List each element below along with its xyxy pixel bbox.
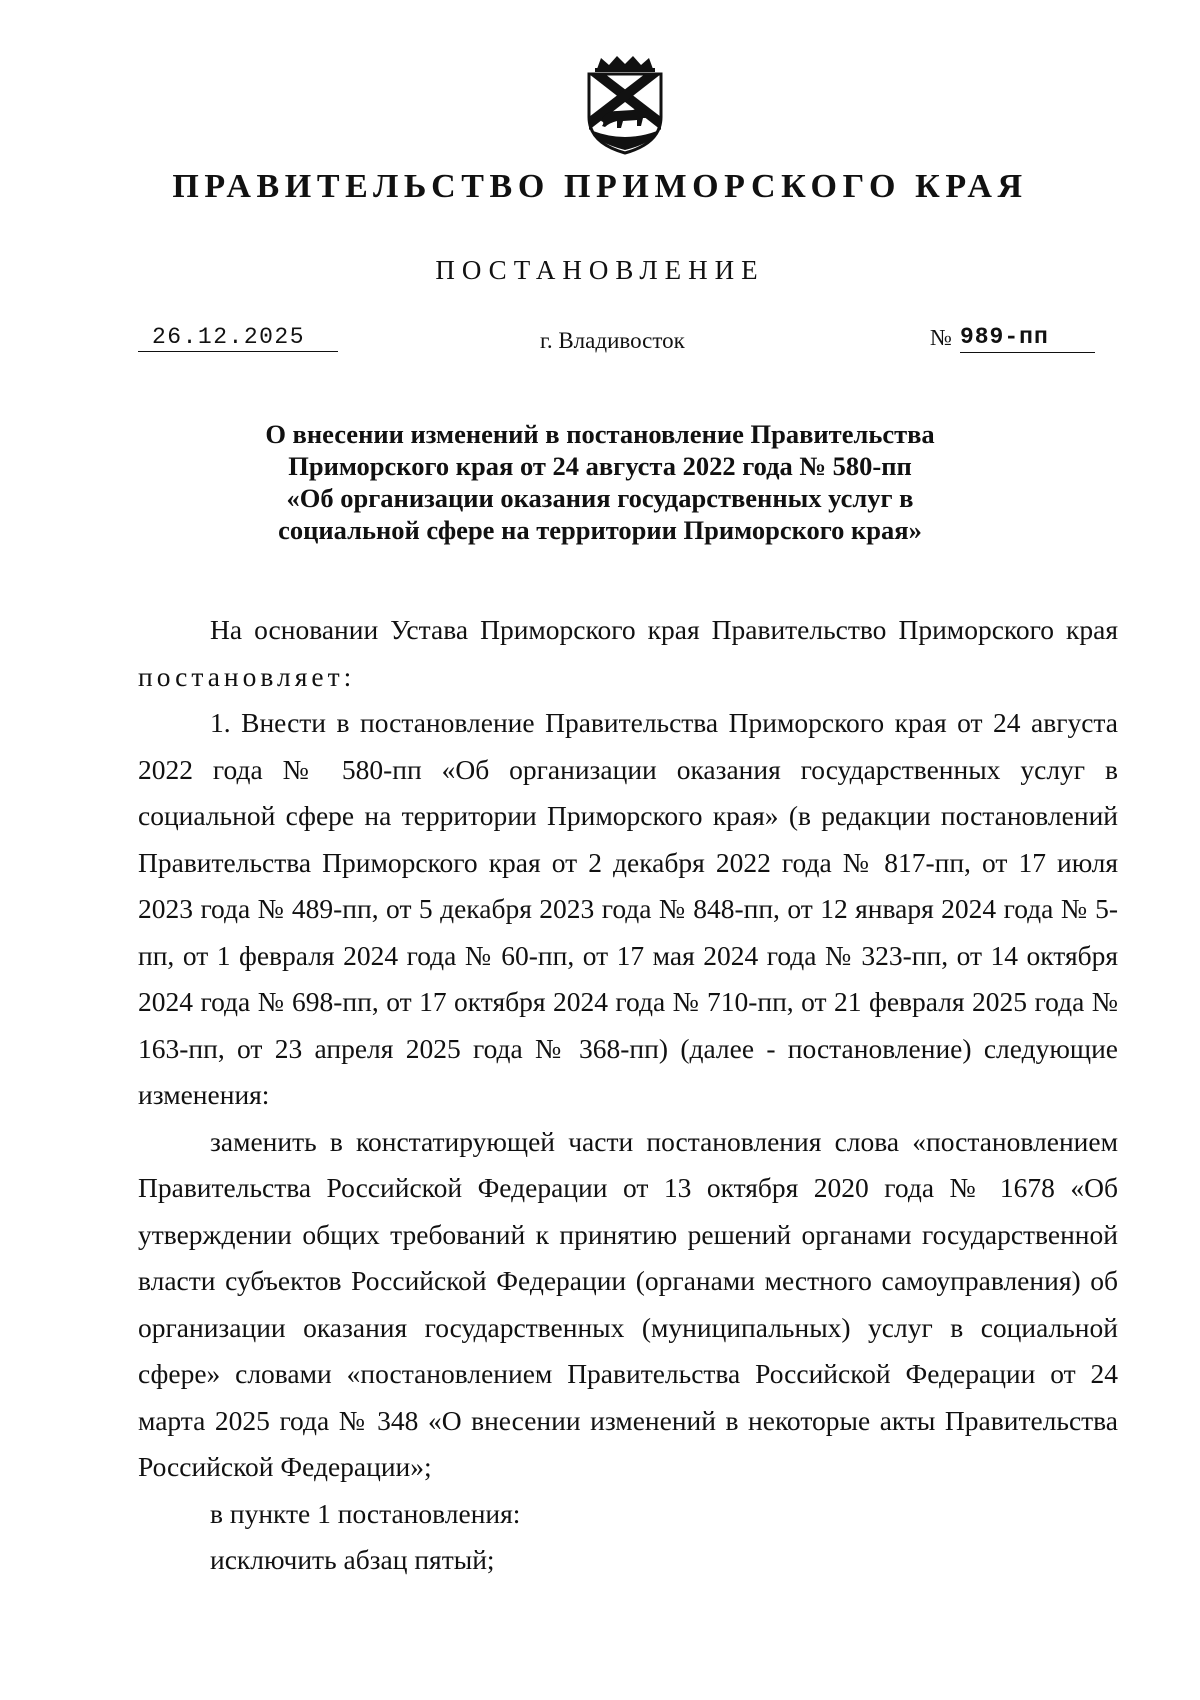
subject-line: социальной сфере на территории Приморского края» [278, 515, 922, 545]
subject-line: Приморского края от 24 августа 2022 года № 580-пп [288, 451, 912, 481]
document-body [138, 607, 1118, 1584]
document-subject [190, 418, 1010, 546]
preamble-verb: постановляет: [138, 660, 356, 692]
document-type: ПОСТАНОВЛЕНИЕ [435, 255, 765, 285]
document-number: 989-пп [960, 322, 1095, 353]
preamble-text: На основании Устава Приморского края Правительство Приморского края [210, 614, 1118, 645]
document-date: 26.12.2025 [138, 322, 338, 352]
primorsky-krai-coat-of-arms-icon [575, 55, 675, 155]
document-city: г. Владивосток [540, 328, 685, 353]
document-number-field [930, 322, 1095, 352]
subject-line: «Об организации оказания государственных услуг в [286, 483, 914, 513]
change-1-paragraph: заменить в констатирующей части постановления слова «постановлением Правительства Российской Федерации от 13 октября 2020 года № 1678 «Об утверждении общих требований к принятию решений органами государственной власти субъектов Российской Федерации (органами местного самоуправления) об организации оказания государственных (муниципальных) услуг в социальной сфере» словами «постановлением Правительства Российской Федерации от 24 марта 2025 года № 348 «О внесении изменений в некоторые акты Правительства Российской Федерации»; [138, 1125, 1118, 1482]
preamble-paragraph [138, 607, 1118, 700]
change-2-paragraph: в пункте 1 постановления: [210, 1497, 521, 1529]
change-3-paragraph: исключить абзац пятый; [210, 1544, 495, 1575]
subject-line: О внесении изменений в постановление Правительства [265, 419, 935, 449]
number-sign: № [930, 325, 952, 350]
item-1-paragraph: 1. Внести в постановление Правительства Приморского края от 24 августа 2022 года № 580-пп «Об организации оказания государственных услуг в социальной сфере на территории Приморского края» (в редакции постановлений Правительства Приморского края от 2 декабря 2022 года № 817-пп, от 17 июля 2023 года № 489-пп, от 5 декабря 2023 года № 848-пп, от 12 января 2024 года № 5-пп, от 1 февраля 2024 года № 60-пп, от 17 мая 2024 года № 323-пп, от 14 октября 2024 года № 698-пп, от 17 октября 2024 года № 710-пп, от 21 февраля 2025 года № 163-пп, от 23 апреля 2025 года № 368-пп) (далее - постановление) следующие изменения: [138, 707, 1118, 1110]
organization-title: ПРАВИТЕЛЬСТВО ПРИМОРСКОГО КРАЯ [172, 168, 1028, 205]
